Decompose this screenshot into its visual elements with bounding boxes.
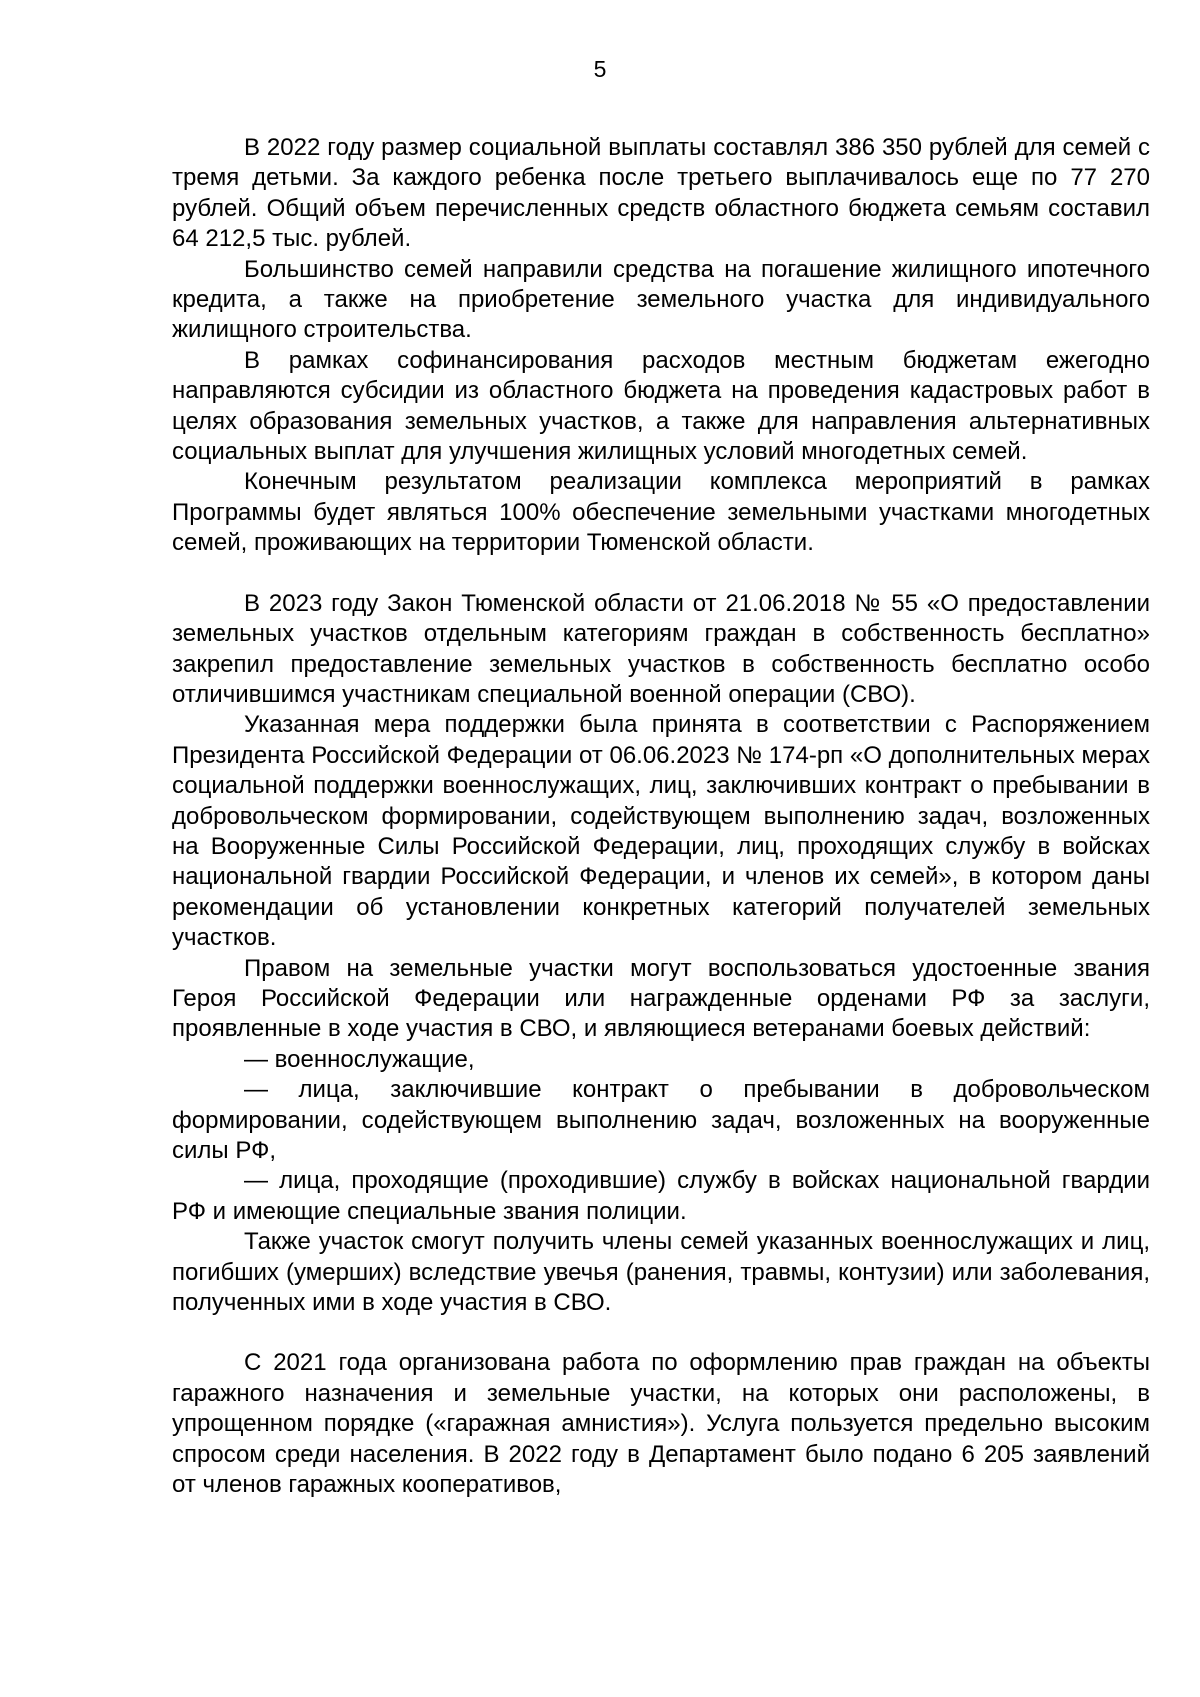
paragraph-garage-amnesty: С 2021 года организована работа по оформлению прав граждан на объекты гаражного назначения и земельные участки, на которых они расположены, в упрощенном порядке («гаражная амнистия»). Услуга пользуется предельно высоким спросом среди населения. В 2022 году в Департамент было подано 6 205 заявлений от членов гаражных кооперативов, bbox=[172, 1349, 1150, 1499]
paragraph-law-2023: В 2023 году Закон Тюменской области от 21.06.2018 № 55 «О предоставлении земельных участков отдельным категориям граждан в собственность бесплатно» закрепил предоставление земельных участков в собственность бесплатно особо отличившимся участникам специальной военной операции (СВО). bbox=[172, 589, 1150, 708]
paragraph-presidential-order: Указанная мера поддержки была принята в соответствии с Распоряжением Президента Российской Федерации от 06.06.2023 № 174-рп «О дополнительных мерах социальной поддержки военнослужащих, лиц, заключивших контракт о пребывании в добровольческом формировании, содействующем выполнению задач, возложенных на Вооруженные Силы Российской Федерации, лиц, проходящих службу в войсках национальной гвардии Российской Федерации, и членов их семей», в котором даны рекомендации об установлении конкретных категорий получателей земельных участков. bbox=[172, 711, 1150, 952]
section-spacer bbox=[172, 559, 1150, 589]
paragraph-family-spending: Большинство семей направили средства на погашение жилищного ипотечного кредита, а также на приобретение земельного участка для индивидуального жилищного строительства. bbox=[172, 255, 1150, 344]
paragraph-cofinancing: В рамках софинансирования расходов местным бюджетам ежегодно направляются субсидии из областного бюджета на проведения кадастровых работ в целях образования земельных участков, а также для направления альтернативных социальных выплат для улучшения жилищных условий многодетных семей. bbox=[172, 346, 1150, 466]
list-item-national-guard: — лица, проходящие (проходившие) службу в войсках национальной гвардии РФ и имеющие специальные звания полиции. bbox=[172, 1167, 1150, 1225]
paragraph-social-payment: В 2022 году размер социальной выплаты составлял 386 350 рублей для семей с тремя детьми. За каждого ребенка после третьего выплачивалось еще по 77 270 рублей. Общий объем перечисленных средств областного бюджета семьям составил 64 212,5 тыс. рублей. bbox=[172, 134, 1150, 253]
section-spacer bbox=[172, 1318, 1150, 1348]
list-item-servicemen: — военнослужащие, bbox=[244, 1045, 475, 1073]
paragraph-family-members: Также участок смогут получить члены семей указанных военнослужащих и лиц, погибших (умерших) вследствие увечья (ранения, травмы, контузии) или заболевания, полученных ими в ходе участия в СВО. bbox=[172, 1228, 1150, 1317]
paragraph-program-result: Конечным результатом реализации комплекса мероприятий в рамках Программы будет являться 100% обеспечение земельными участками многодетных семей, проживающих на территории Тюменской области. bbox=[172, 468, 1150, 557]
paragraph-eligibility: Правом на земельные участки могут воспользоваться удостоенные звания Героя Российской Федерации или награжденные орденами РФ за заслуги, проявленные в ходе участия в СВО, и являющиеся ветеранами боевых действий: bbox=[172, 954, 1150, 1043]
document-body bbox=[172, 133, 1150, 1500]
list-item-volunteer-contract: — лица, заключившие контракт о пребывании в добровольческом формировании, содействующем выполнению задач, возложенных на вооруженные силы РФ, bbox=[172, 1076, 1150, 1164]
page-number: 5 bbox=[593, 56, 607, 82]
